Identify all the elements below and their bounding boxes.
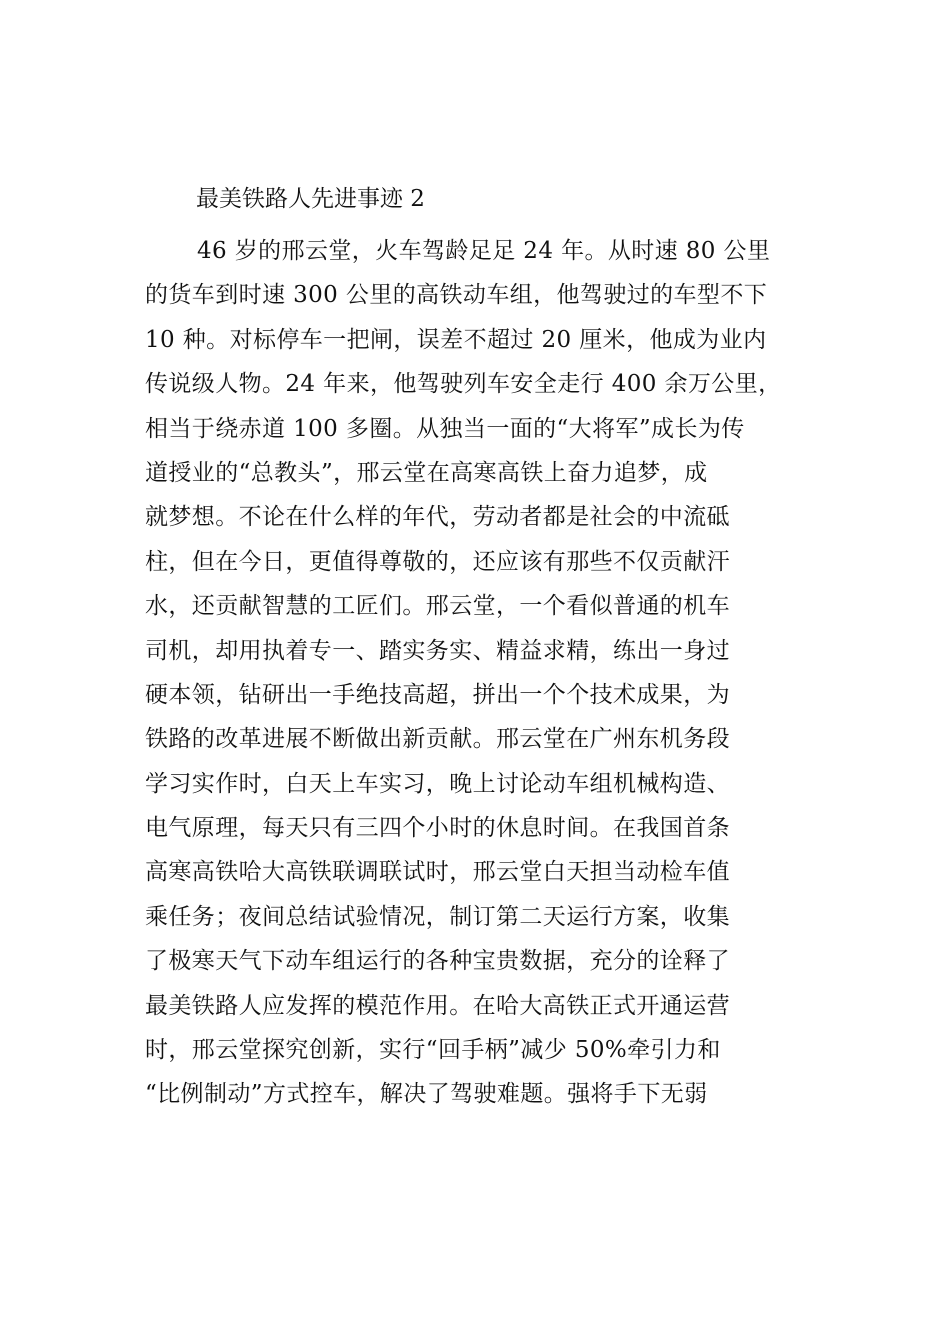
text-line: 柱，但在今日，更值得尊敬的，还应该有那些不仅贡献汗 [145,548,730,575]
text-line: 了极寒天气下动车组运行的各种宝贵数据，充分的诠释了 [145,948,730,975]
text-line: 司机，却用执着专一、踏实务实、精益求精，练出一身过 [145,637,730,664]
text-line: 最美铁路人应发挥的模范作用。在哈大高铁正式开通运营 [145,992,730,1019]
text-line: 硬本领，钻研出一手绝技高超，拼出一个个技术成果，为 [145,681,730,708]
text-line: 铁路的改革进展不断做出新贡献。邢云堂在广州东机务段 [145,726,730,753]
text-line: 时，邢云堂探究创新，实行“回手柄”减少 50%牵引力和 [145,1037,721,1064]
text-line: 就梦想。不论在什么样的年代，劳动者都是社会的中流砥 [145,504,730,531]
document-title: 最美铁路人先进事迹 2 [196,186,425,212]
text-line: 道授业的“总教头”，邢云堂在高寒高铁上奋力追梦，成 [145,459,708,486]
body-paragraph [145,229,825,1117]
text-line: 乘任务；夜间总结试验情况，制订第二天运行方案，收集 [145,903,730,930]
text-line: 传说级人物。24 年来，他驾驶列车安全走行 400 余万公里， [145,371,782,398]
text-line: “比例制动”方式控车，解决了驾驶难题。强将手下无弱 [145,1081,708,1108]
text-line: 46 岁的邢云堂，火车驾龄足足 24 年。从时速 80 公里 [197,238,771,264]
text-line: 高寒高铁哈大高铁联调联试时，邢云堂白天担当动检车值 [145,859,730,886]
text-line: 学习实作时，白天上车实习，晚上讨论动车组机械构造、 [145,770,730,797]
text-line: 的货车到时速 300 公里的高铁动车组，他驾驶过的车型不下 [145,282,768,309]
text-line: 10 种。对标停车一把闸，误差不超过 20 厘米，他成为业内 [145,326,767,353]
text-line: 相当于绕赤道 100 多圈。从独当一面的“大将军”成长为传 [145,415,745,442]
text-line: 电气原理，每天只有三四个小时的休息时间。在我国首条 [145,815,730,842]
text-line: 水，还贡献智慧的工匠们。邢云堂，一个看似普通的机车 [145,593,730,620]
